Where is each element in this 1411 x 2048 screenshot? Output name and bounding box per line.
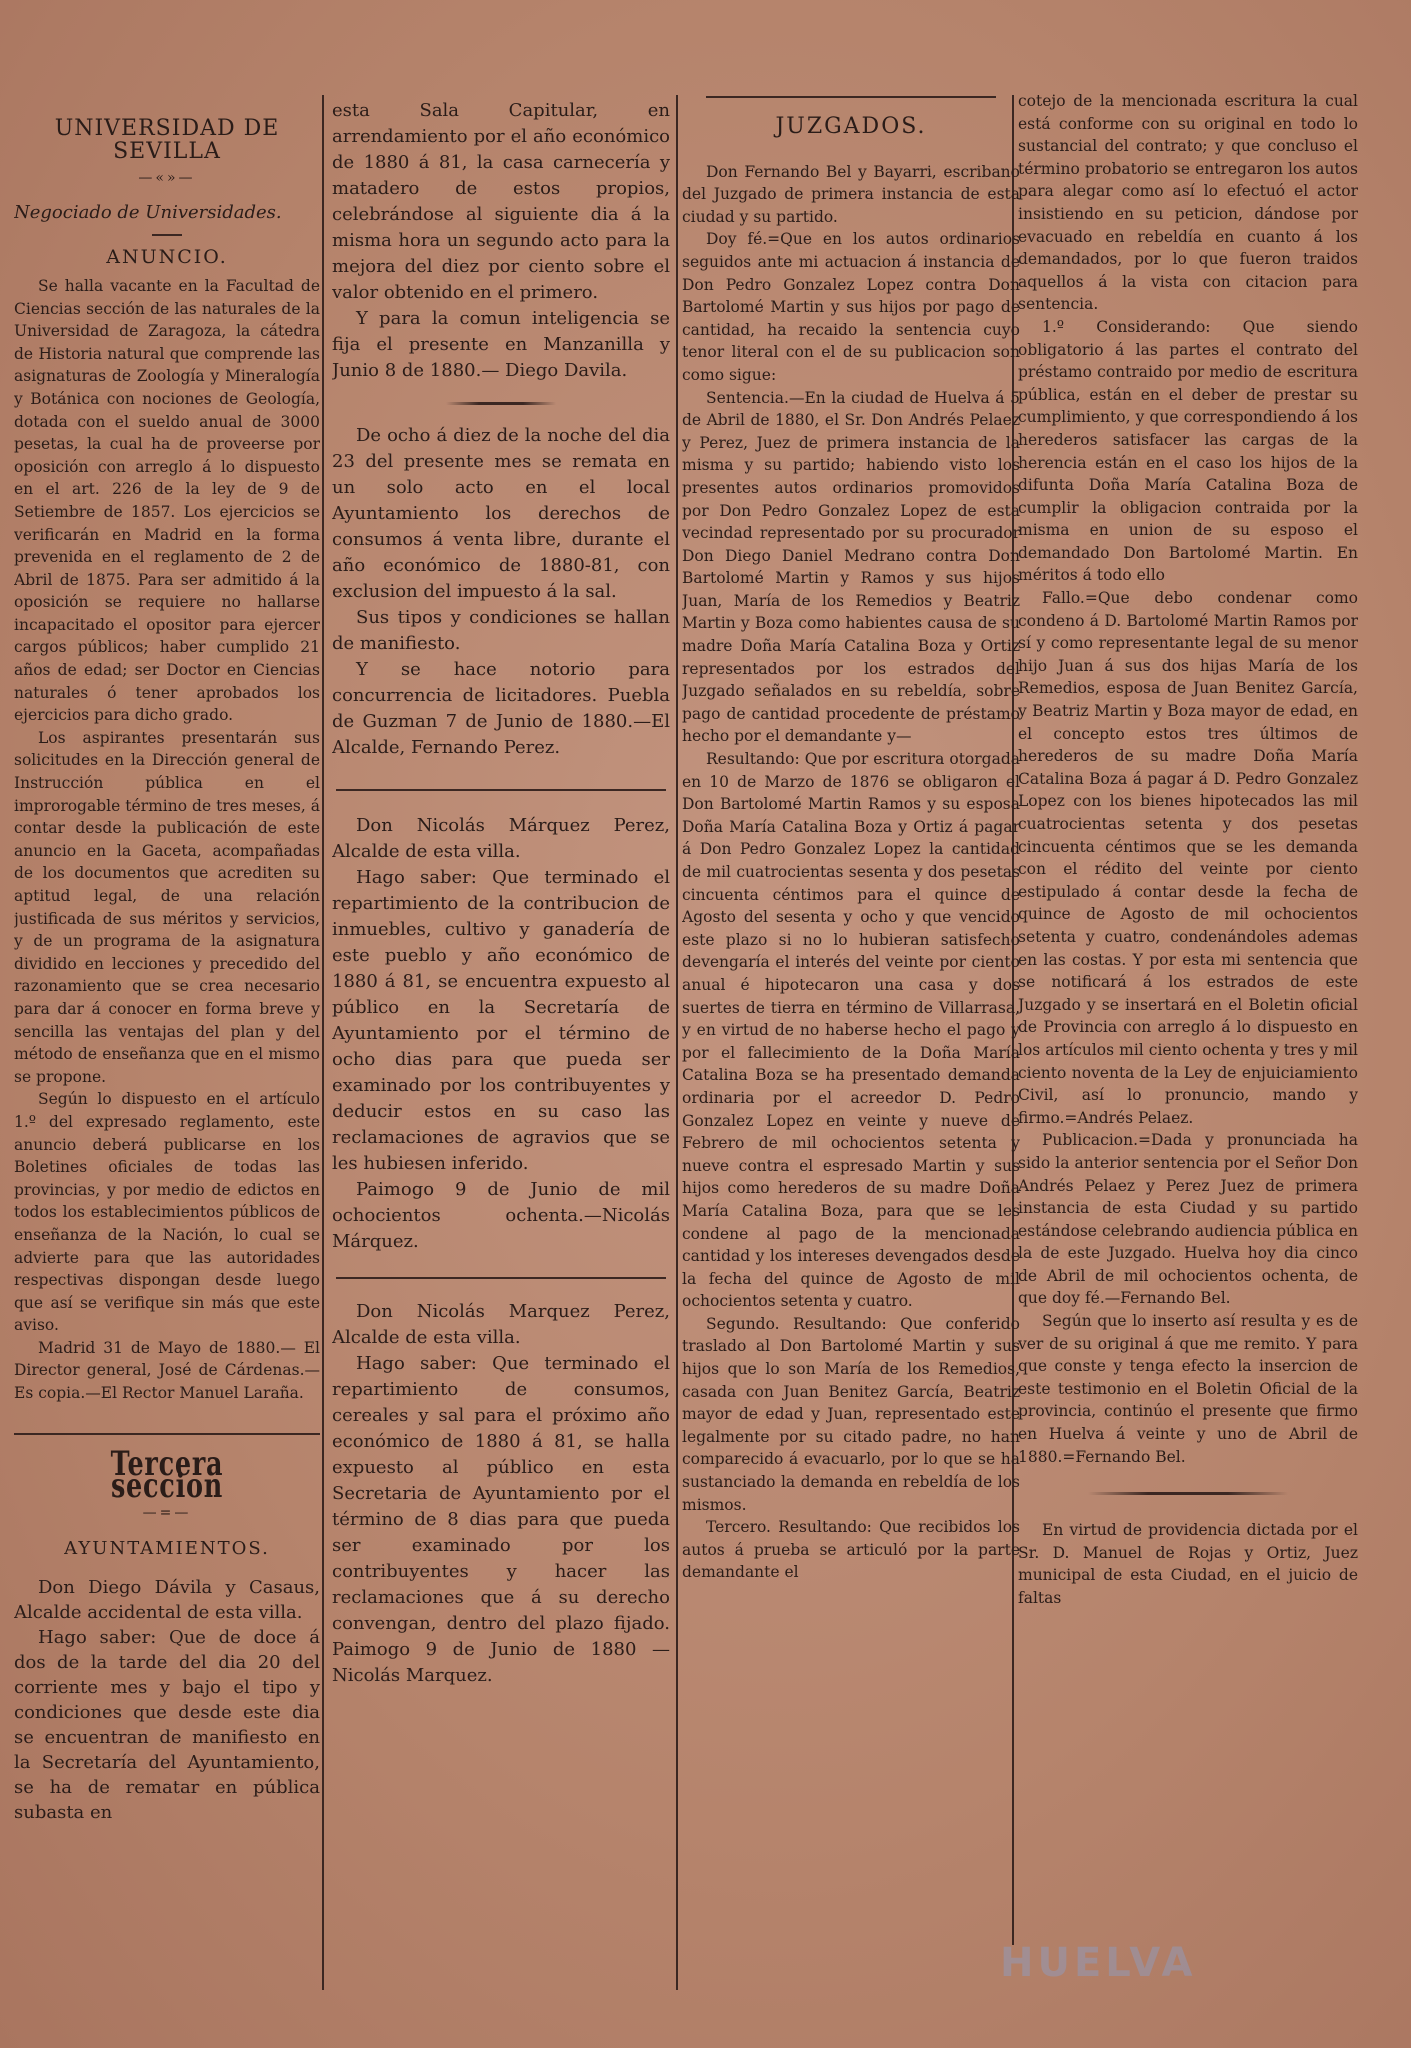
paragraph: Y para la comun inteligencia se fija el presente en Manzanilla y Junio 8 de 1880.— Diego Davila.	[332, 308, 670, 381]
paragraph: Segundo. Resultando: Que conferido traslado al Don Bartolomé Martin y sus hijos que lo son María de los Remedios, casada con Juan Benitez García, Beatriz mayor de edad y Juan, representado este legalmente por su citado padre, no han comparecido á evacuarlo, por lo que se ha sustanciado la demanda en rebeldía de los mismos.	[682, 1314, 1020, 1514]
paragraph: 1.º Considerando: Que siendo obligatorio á las partes el contrato del préstamo contraido por medio de escritura pública, están en el deber de prestar su cumplimiento, y que correspondiendo á los herederos satisfacer las cargas de la herencia están en el caso los hijos de la difunta Doña María Catalina Boza de cumplir la obligacion contraida por la misma en union de su esposo el demandado Don Bartolomé Martin. En méritos á todo ello	[1018, 317, 1358, 585]
paragraph: Tercero. Resultando: Que recibidos los autos á prueba se articuló por la parte demandante el	[682, 1518, 1020, 1582]
paragraph: Paimogo 9 de Junio de mil ochocientos ochenta.—Nicolás Márquez.	[332, 1179, 670, 1252]
huelva-watermark: HUELVA	[1000, 1940, 1197, 1986]
anuncio-title: ANUNCIO.	[106, 246, 228, 269]
university-header: UNIVERSIDAD DE SEVILLA	[54, 116, 280, 164]
paragraph: Hago saber: Que de doce á dos de la tarde del dia 20 del corriente mes y bajo el tipo y condiciones que desde este dia se encuentran de manifiesto en la Secretaría del Ayuntamiento, se ha de rematar en pública subasta en	[14, 1627, 320, 1824]
paragraph: cotejo de la mencionada escritura la cual está conforme con su original en todo lo sustancial del contrato; y que concluso el término probatorio se entregaron los autos para alegar como así lo efectuó el actor insistiendo en su peticion, dándose por evacuado en rebeldía en cuanto á los demandados, por lo que fueron traidos aquellos á la vista con citacion para sentencia.	[1018, 92, 1358, 314]
paragraph: Doy fé.=Que en los autos ordinarios seguidos ante mi actuacion á instancia de Don Pedro Gonzalez Lopez contra Don Bartolomé Martin y sus hijos por pago de cantidad, ha recaido la sentencia cuyo tenor literal con el de su publicacion son como sigue:	[682, 230, 1020, 384]
paragraph: En virtud de providencia dictada por el Sr. D. Manuel de Rojas y Ortiz, Juez municipal de esta Ciudad, en el juicio de faltas	[1018, 1521, 1358, 1607]
paragraph: Sentencia.—En la ciudad de Huelva á 5 de Abril de 1880, el Sr. Don Andrés Pelaez y Perez, Juez de primera instancia de la misma y su partido; habiendo visto los presentes autos ordinarios promovidos por Don Pedro Gonzalez Lopez de esta vecindad representado por su procurador Don Diego Daniel Medrano contra Don Bartolomé Martin y Ramos y sus hijos Juan, María de los Remedios y Beatriz Martin y Boza como habientes causa de su madre Doña María Catalina Boza y Ortiz representados por los estrados del Juzgado señalados en su rebeldía, sobre pago de cantidad procedente de préstamo hecho por el demandante y—	[682, 388, 1020, 746]
section-ornament: —=—	[142, 1504, 192, 1521]
paragraph: Hago saber: Que terminado el repartimiento de la contribucion de inmuebles, cultivo y ganadería de este pueblo y año económico de 1880 á 81, se encuentra expuesto al público en la Secretaría de Ayuntamiento por el término de ocho dias para que pueda ser examinado por los contribuyentes y deducir estos en su caso las reclamaciones de agravios que se les hubiesen inferido.	[332, 867, 670, 1174]
paragraph: Don Diego Dávila y Casaus, Alcalde accidental de esta villa.	[14, 1577, 320, 1624]
paragraph: Según lo dispuesto en el artículo 1.º del expresado reglamento, este anuncio deberá publicarse en los Boletines oficiales de todas las provincias, y por medio de edictos en todos los establecimientos públicos de enseñanza de la Nación, lo cual se advierte para que las autoridades respectivas dispongan desde luego que así se verifique sin más que este aviso.	[14, 1090, 320, 1335]
column-rule-1	[322, 95, 324, 1990]
column-4	[1018, 90, 1358, 1990]
divider	[336, 1277, 666, 1279]
paragraph: esta Sala Capitular, en arrendamiento por el año económico de 1880 á 81, la casa carnecería y matadero de estos propios, celebrándose al siguiente dia á la misma hora un segundo acto para la mejora del diez por ciento sobre el valor obtenido en el primero.	[332, 100, 670, 303]
header-ornament: —«»—	[138, 170, 196, 187]
top-rule	[706, 96, 996, 98]
signature: Madrid 31 de Mayo de 1880.— El Director general, José de Cárdenas.—Es copia.—El Rector Manuel Laraña.	[14, 1338, 320, 1403]
column-1	[14, 90, 320, 1990]
column-2	[332, 98, 670, 1998]
paragraph: Los aspirantes presentarán sus solicitudes en la Dirección general de Instrucción pública en el improrogable término de tres meses, á contar desde la publicación de este anuncio en la Gaceta, acompañadas de los documentos que acrediten su aptitud legal, de una relación justificada de sus méritos y servicios, y de un programa de la asignatura dividido en lecciones y precedido del razonamiento que se crea necesario para dar á conocer en forma breve y sencilla las ventajas del plan y del método de enseñanza que en el mismo se propone.	[14, 728, 320, 1086]
paragraph: Y se hace notorio para concurrencia de licitadores. Puebla de Guzman 7 de Junio de 1880.—El Alcalde, Fernando Perez.	[332, 659, 670, 758]
paragraph: Se halla vacante en la Facultad de Ciencias sección de las naturales de la Universidad de Zaragoza, la cátedra de Historia natural que comprende las asignaturas de Zoología y Mineralogía y Botánica con nociones de Geología, dotada con el sueldo anual de 3000 pesetas, la cual ha de proveerse por oposición con arreglo á lo dispuesto en el art. 226 de la ley de 9 de Setiembre de 1857. Los ejercicios se verificarán en Madrid en la forma prevenida en el reglamento de 2 de Abril de 1875. Para ser admitido á la oposición se requiere no hallarse incapacitado el opositor para ejercer cargos públicos; haber cumplido 21 años de edad; ser Doctor en Ciencias naturales ó tener aprobados los ejercicios para dicho grado.	[14, 276, 320, 725]
paragraph: Según que lo inserto así resulta y es de ver de su original á que me remito. Y para que conste y tenga efecto la insercion de este testimonio en el Boletin Oficial de la provincia, continúo el presente que firmo en Huelva á veinte y uno de Abril de 1880.=Fernando Bel.	[1018, 1312, 1358, 1466]
paragraph: Sus tipos y condiciones se hallan de manifiesto.	[332, 607, 670, 654]
negociado-subheader: Negociado de Universidades.	[14, 201, 282, 223]
section-title: Tercera seccion	[110, 1443, 224, 1507]
paragraph: Fallo.=Que debo condenar como condeno á D. Bartolomé Martin Ramos por sí y como representante legal de su menor hijo Juan á sus dos hijas María de los Remedios, esposa de Juan Benitez García, y Beatriz Martin y Boza mayor de edad, en el concepto estos tres últimos de herederos de su madre Doña María Catalina Boza á pagar á D. Pedro Gonzalez Lopez con los bienes hipotecados las mil cuatrocientas setenta y dos pesetas cincuenta céntimos que se les demanda con el rédito del veinte por ciento estipulado á contar desde la fecha de quince de Agosto de mil ochocientos setenta y cuatro, condenándoles ademas en las costas. Y por esta mi sentencia que se notificará á los estrados de este Juzgado y se insertará en el Boletin oficial de Provincia con arreglo á lo dispuesto en los artículos mil ciento ochenta y tres y mil ciento noventa de la Ley de enjuiciamiento Civil, así lo pronuncio, mando y firmo.=Andrés Pelaez.	[1018, 589, 1358, 1127]
paragraph: Don Fernando Bel y Bayarri, escribano del Juzgado de primera instancia de esta ciudad y su partido.	[682, 162, 1020, 226]
divider	[446, 402, 556, 405]
paragraph: Publicacion.=Dada y pronunciada ha sido la anterior sentencia por el Señor Don Andrés Pelaez y Perez Juez de primera instancia de esta Ciudad y su partido estándose celebrando audiencia pública en la de este Juzgado. Huelva hoy dia cinco de Abril de mil ochocientos ochenta, de que doy fé.—Fernando Bel.	[1018, 1131, 1358, 1308]
paragraph: De ocho á diez de la noche del dia 23 del presente mes se remata en un solo acto en el local Ayuntamiento los derechos de consumos á venta libre, durante el año económico de 1880-81, con exclusion del impuesto á la sal.	[332, 425, 670, 602]
paragraph: Hago saber: Que terminado el repartimiento de consumos, cereales y sal para el próximo año económico de 1880 á 81, se halla expuesto al público en esta Secretaria de Ayuntamiento por el término de 8 dias para que pueda ser examinado por los contribuyentes y hacer las reclamaciones que á su derecho convengan, dentro del plazo fijado. Paimogo 9 de Junio de 1880 —Nicolás Marquez.	[332, 1353, 670, 1686]
column-rule-2	[676, 95, 678, 1990]
column-3	[682, 90, 1020, 1990]
ayuntamientos-title: AYUNTAMIENTOS.	[64, 1538, 270, 1560]
divider	[336, 789, 666, 791]
paragraph: Don Nicolás Márquez Perez, Alcalde de esta villa.	[332, 815, 670, 862]
juzgados-title: JUZGADOS.	[775, 114, 927, 139]
paragraph: Resultando: Que por escritura otorgada en 10 de Marzo de 1876 se obligaron el Don Bartolomé Martin Ramos y su esposa Doña María Catalina Boza y Ortiz á pagar á Don Pedro Gonzalez Lopez la cantidad de mil cuatrocientas sesenta y dos pesetas cincuenta céntimos para el quince de Agosto del sesenta y ocho y que vencido este plazo si no lo hubieran satisfecho devengaría el interés del veinte por ciento anual é hipotecaron una casa y dos suertes de tierra en término de Villarrasa, y en virtud de no haberse hecho el pago y por el fallecimiento de la Doña María Catalina Boza se ha presentado demanda ordinaria por el acreedor D. Pedro Gonzalez Lopez en veinte y nueve de Febrero de mil ochocientos setenta y nueve contra el espresado Martin y sus hijos como herederos de su madre Doña María Catalina Boza, para que se les condene al pago de la mencionada cantidad y los intereses devengados desde la fecha del quince de Agosto de mil ochocientos setenta y cuatro.	[682, 750, 1020, 1311]
divider	[1088, 1492, 1288, 1495]
section-rule	[14, 1433, 320, 1435]
paragraph: Don Nicolás Marquez Perez, Alcalde de esta villa.	[332, 1301, 670, 1348]
divider	[152, 234, 182, 236]
